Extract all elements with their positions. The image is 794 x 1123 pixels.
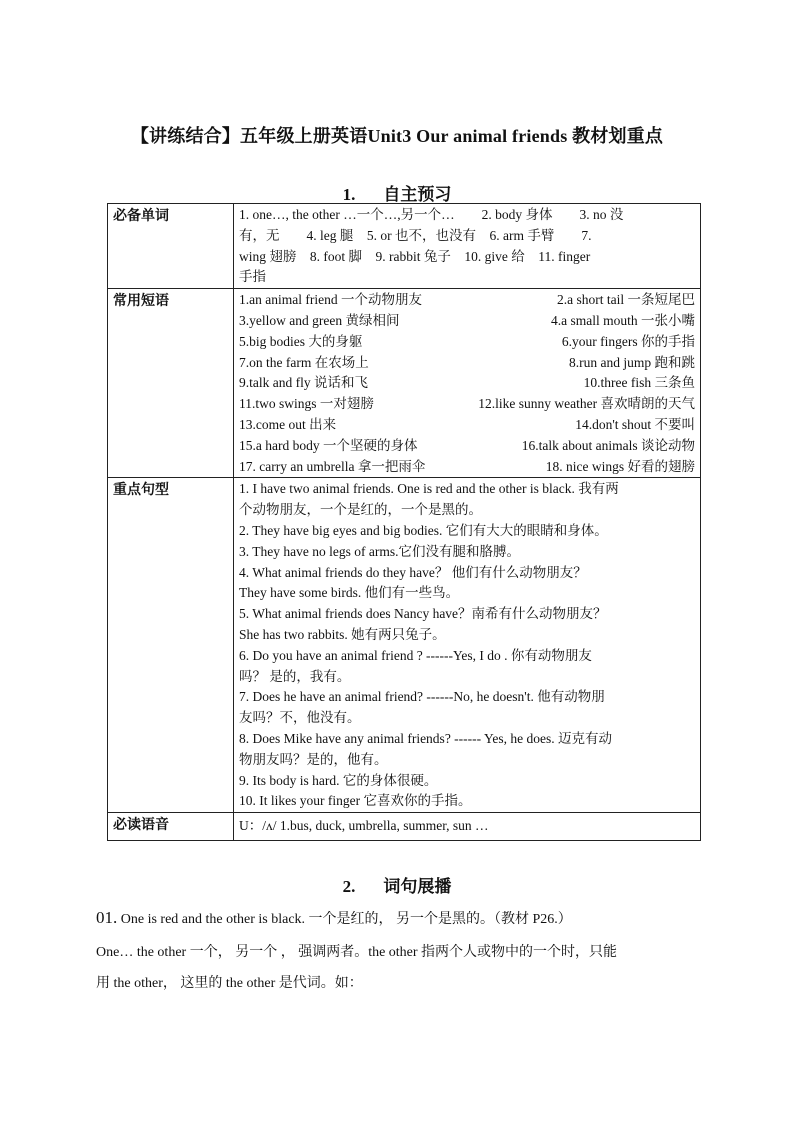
- phrase-pair: [239, 457, 695, 478]
- category-label: 重点句型: [108, 478, 234, 813]
- phrase-item: 14.don't shout 不要叫: [575, 416, 695, 432]
- words-line: 有，无 4. leg 腿 5. or 也不，也没有 6. arm 手臂 7.: [239, 227, 592, 243]
- paragraph: One… the other 一个， 另一个 ， 强调两者。the other 指两个人或物中的一个时，只能: [96, 945, 618, 960]
- item-number: 01.: [96, 908, 118, 927]
- sentence-line: 7. Does he have an animal friend? ------No, he doesn't. 他有动物朋: [239, 689, 605, 705]
- sentence-line: 4. What animal friends do they have？ 他们有什么动物朋友？: [239, 564, 587, 580]
- document-title: 【讲练结合】五年级上册英语Unit3 Our animal friends 教材划重点: [130, 126, 664, 146]
- sentence-line: 物朋友吗？是的，他有。: [239, 751, 388, 767]
- phrase-item: 3.yellow and green 黄绿相间: [239, 312, 400, 328]
- words-line: wing 翅膀 8. foot 脚 9. rabbit 兔子 10. give 给 11. finger: [239, 248, 591, 264]
- phrase-item: 18. nice wings 好看的翅膀: [545, 458, 695, 474]
- phrases-cell: [234, 289, 701, 478]
- phrase-pair: [239, 373, 695, 394]
- phrase-pair: [239, 332, 695, 353]
- phrase-item: 17. carry an umbrella 拿一把雨伞: [239, 458, 426, 474]
- key-points-table: [107, 203, 701, 841]
- phrase-pair: [239, 415, 695, 436]
- phrase-pair: [239, 353, 695, 374]
- phrase-item: 2.a short tail 一条短尾巴: [557, 292, 695, 308]
- section-heading-preview: [0, 180, 794, 205]
- phrase-pair: [239, 394, 695, 415]
- phrase-item: 4.a small mouth 一张小嘴: [551, 312, 695, 328]
- table-row-words: [108, 204, 701, 289]
- phrase-item: 15.a hard body 一个坚硬的身体: [239, 437, 418, 453]
- section-title: 词句展播: [383, 877, 452, 896]
- sentence-line: 9. Its body is hard. 它的身体很硬。: [239, 772, 438, 788]
- sentences-cell: [234, 478, 701, 813]
- phrase-pair: [239, 436, 695, 457]
- paragraph: 用 the other， 这里的 the other 是代词。如：: [96, 976, 363, 991]
- phrase-item: 10.three fish 三条鱼: [583, 375, 695, 391]
- section-heading-words-sentences: [0, 872, 794, 897]
- sentence-line: She has two rabbits. 她有两只兔子。: [239, 626, 446, 642]
- phrase-item: 13.come out 出来: [239, 416, 337, 432]
- phrase-item: 1.an animal friend 一个动物朋友: [239, 292, 422, 308]
- sentence-line: 5. What animal friends does Nancy have？南希有什么动物朋友？: [239, 606, 607, 622]
- phrase-pair: [239, 290, 695, 311]
- phrase-item: 12.like sunny weather 喜欢晴朗的天气: [478, 396, 695, 412]
- category-label: 必备单词: [108, 204, 234, 289]
- sentence-line: 6. Do you have an animal friend ? ------Yes, I do . 你有动物朋友: [239, 647, 592, 663]
- sentence-line: 吗？ 是的，我有。: [239, 668, 351, 684]
- sentence-line: 8. Does Mike have any animal friends? ------ Yes, he does. 迈克有动: [239, 730, 613, 746]
- sentence-line: 个动物朋友，一个是红的，一个是黑的。: [239, 502, 482, 518]
- phonics-cell: [234, 813, 701, 841]
- phrase-item: 8.run and jump 跑和跳: [569, 354, 695, 370]
- sentence-line: They have some birds. 他们有一些鸟。: [239, 585, 460, 601]
- phrase-item: 6.your fingers 你的手指: [561, 333, 695, 349]
- sentence-line: 3. They have no legs of arms.它们没有腿和胳膊。: [239, 543, 520, 559]
- sentence-line: 友吗？不，他没有。: [239, 710, 361, 726]
- sentence-line: 10. It likes your finger 它喜欢你的手指。: [239, 793, 472, 809]
- phrase-item: 11.two swings 一对翅膀: [239, 396, 374, 412]
- section-number: 2.: [342, 877, 356, 896]
- table-row-phonics: [108, 813, 701, 841]
- phrase-item: 7.on the farm 在农场上: [239, 354, 369, 370]
- phrase-pair: [239, 311, 695, 332]
- table-row-phrases: [108, 289, 701, 478]
- paragraph-text: One is red and the other is black. 一个是红的， 另一个是黑的。（教材 P26.）: [117, 912, 572, 927]
- words-line: 1. one…, the other …一个…,另一个… 2. body 身体 3. no 没: [239, 207, 624, 222]
- phrase-item: 9.talk and fly 说话和飞: [239, 375, 368, 391]
- phonics-text: U：/ʌ/ 1.bus, duck, umbrella, summer, sun …: [239, 818, 489, 834]
- sentence-line: 1. I have two animal friends. One is red and the other is black. 我有两: [239, 481, 619, 497]
- phrase-item: 16.talk about animals 谈论动物: [521, 437, 695, 453]
- category-label: 必读语音: [108, 813, 234, 841]
- table-row-sentences: [108, 478, 701, 813]
- category-label: 常用短语: [108, 289, 234, 478]
- words-line: 手指: [239, 269, 266, 285]
- section-title: 自主预习: [383, 185, 452, 204]
- section-number: 1.: [342, 185, 356, 204]
- words-cell: [234, 204, 701, 289]
- phrase-item: 5.big bodies 大的身躯: [239, 333, 363, 349]
- paragraph: [96, 903, 700, 935]
- sentence-line: 2. They have big eyes and big bodies. 它们有大大的眼睛和身体。: [239, 522, 608, 538]
